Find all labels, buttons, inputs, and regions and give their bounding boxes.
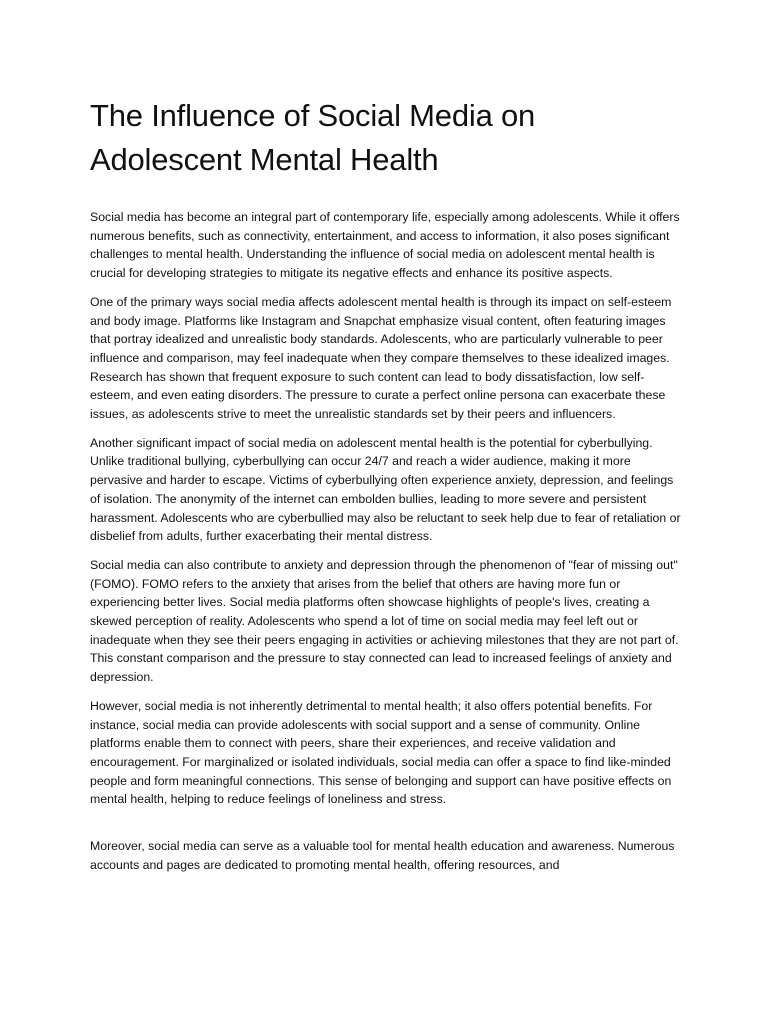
paragraph-intro: Social media has become an integral part of contemporary life, especially among adolescents. While it offers numerous benefits, such as connectivity, entertainment, and access to information, it also poses significant challenges to mental health. Understanding the influence of social media on adolescent mental health is crucial for developing strategies to mitigate its negative effects and enhance its positive aspects.: [90, 210, 680, 281]
paragraph-education: Moreover, social media can serve as a valuable tool for mental health education and awareness. Numerous accounts and pages are dedicated to promoting mental health, offering resources, and: [90, 839, 675, 872]
document-title: The Influence of Social Media on Adolescent Mental Health: [90, 98, 536, 177]
paragraph-fomo: Social media can also contribute to anxiety and depression through the phenomenon of "fear of missing out" (FOMO). FOMO refers to the anxiety that arises from the belief that others are having more fun or experiencing better lives. Social media platforms often showcase highlights of people's lives, creating a skewed perception of reality. Adolescents who spend a lot of time on social media may feel left out or inadequate when they see their peers engaging in activities or achieving milestones that they are not part of. This constant comparison and the pressure to stay connected can lead to increased feelings of anxiety and depression.: [90, 557, 679, 685]
document-body: [90, 208, 682, 885]
paragraph-benefits: However, social media is not inherently detrimental to mental health; it also offers potential benefits. For instance, social media can provide adolescents with social support and a sense of community. Online platforms enable them to connect with peers, share their experiences, and receive validation and encouragement. For marginalized or isolated individuals, social media can offer a space to find like-minded people and form meaningful connections. This sense of belonging and support can have positive effects on mental health, helping to reduce feelings of loneliness and stress.: [90, 698, 672, 807]
paragraph-cyberbullying: Another significant impact of social media on adolescent mental health is the potential for cyberbullying. Unlike traditional bullying, cyberbullying can occur 24/7 and reach a wider audience, making it more pervasive and harder to escape. Victims of cyberbullying often experience anxiety, depression, and feelings of isolation. The anonymity of the internet can embolden bullies, leading to more severe and persistent harassment. Adolescents who are cyberbullied may also be reluctant to seek help due to fear of retaliation or disbelief from adults, further exacerbating their mental distress.: [90, 435, 681, 544]
paragraph-self-esteem: One of the primary ways social media affects adolescent mental health is through its impact on self-esteem and body image. Platforms like Instagram and Snapchat emphasize visual content, often featuring images that portray idealized and unrealistic body standards. Adolescents, who are particularly vulnerable to peer influence and comparison, may feel inadequate when they compare themselves to these idealized images. Research has shown that frequent exposure to such content can lead to body dissatisfaction, low self-esteem, and even eating disorders. The pressure to curate a perfect online persona can exacerbate these issues, as adolescents strive to meet the unrealistic standards set by their peers and influencers.: [90, 294, 672, 422]
